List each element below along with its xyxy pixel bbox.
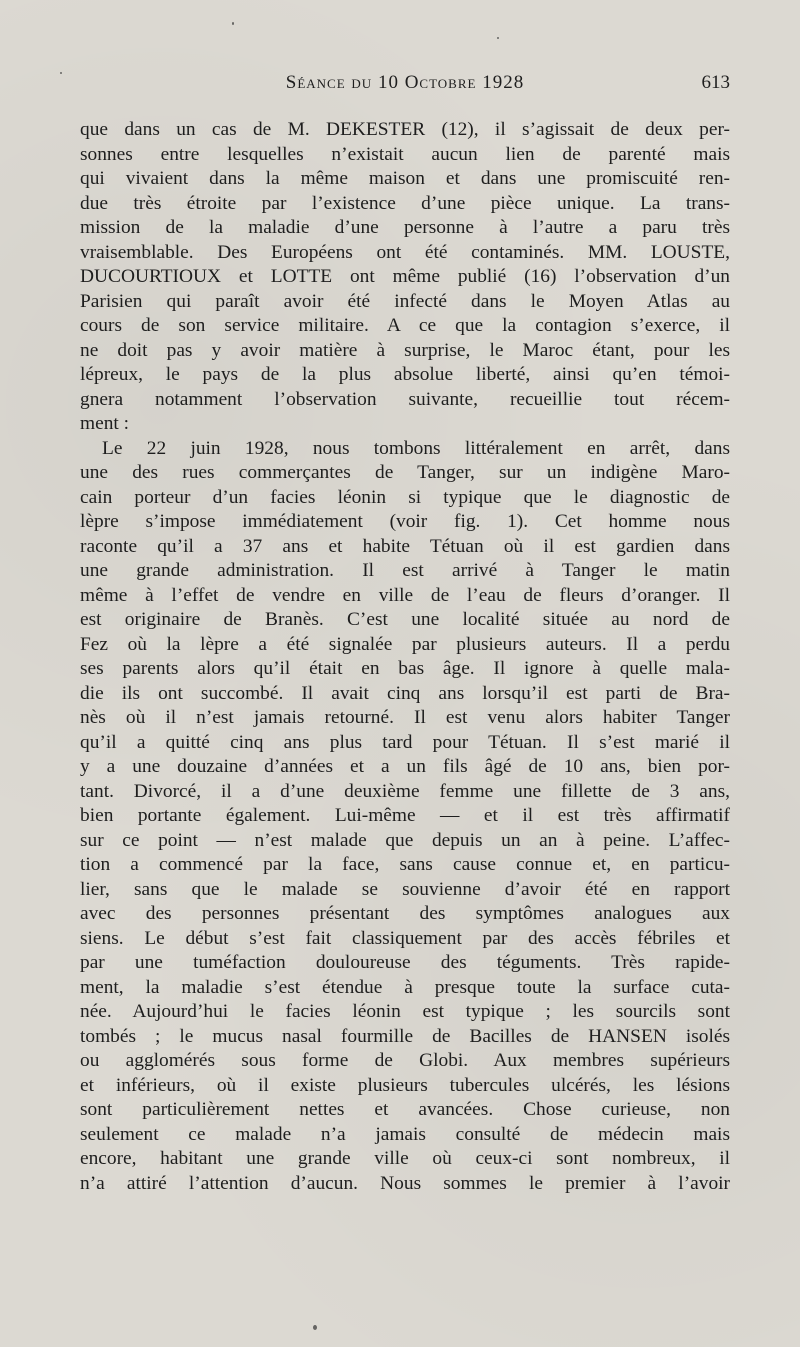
text-line: due très étroite par l’existence d’une pièce unique. La trans- — [80, 192, 730, 214]
text-line: qui vivaient dans la même maison et dans une promiscuité ren- — [80, 168, 730, 189]
text-line: raconte qu’il a 37 ans et habite Tétuan où il est gardien dans — [80, 535, 730, 557]
text-line: ment, la maladie s’est étendue à presque toute la surface cuta- — [80, 976, 730, 998]
text-line: sur ce point — n’est malade que depuis un an à peine. L’affec- — [80, 829, 730, 851]
text-line: une des rues commerçantes de Tanger, sur un indigène Maro- — [80, 462, 730, 483]
text-line: Fez où la lèpre a été signalée par plusieurs auteurs. Il a perdu — [80, 633, 730, 655]
text-line: DUCOURTIOUX et LOTTE ont même publié (16) l’observation d’un — [80, 266, 730, 287]
text-line: qu’il a quitté cinq ans plus tard pour Tétuan. Il s’est marié il — [80, 731, 730, 753]
text-line: même à l’effet de vendre en ville de l’eau de fleurs d’oranger. Il — [80, 584, 730, 606]
text-line: n’a attiré l’attention d’aucun. Nous sommes le premier à l’avoir — [80, 1172, 730, 1194]
text-line: cain porteur d’un facies léonin si typique que le diagnostic de — [80, 486, 730, 508]
text-line: cours de son service militaire. A ce que la contagion s’exerce, il — [80, 315, 730, 336]
paper-speck — [497, 37, 499, 39]
text-line: lier, sans que le malade se souvienne d’avoir été en rapport — [80, 878, 730, 900]
paper-speck — [232, 22, 234, 25]
text-line: née. Aujourd’hui le facies léonin est typique ; les sourcils sont — [80, 1001, 730, 1022]
text-line: est originaire de Branès. C’est une localité située au nord de — [80, 609, 730, 630]
body-text — [80, 118, 730, 1196]
text-line: tombés ; le mucus nasal fourmille de Bacilles de HANSEN isolés — [80, 1025, 730, 1047]
text-line: bien portante également. Lui-même — et il est très affirmatif — [80, 805, 730, 826]
text-line: nès où il n’est jamais retourné. Il est venu alors habiter Tanger — [80, 707, 730, 728]
text-line: y a une douzaine d’années et a un fils âgé de 10 ans, bien por- — [80, 756, 730, 777]
paper-speck — [60, 72, 62, 74]
text-line: seulement ce malade n’a jamais consulté de médecin mais — [80, 1123, 730, 1145]
text-line: siens. Le début s’est fait classiquement par des accès fébriles et — [80, 927, 730, 949]
text-line: Le 22 juin 1928, nous tombons littéralement en arrêt, dans — [102, 437, 730, 459]
text-line: avec des personnes présentant des symptômes analogues aux — [80, 903, 730, 924]
text-line: lépreux, le pays de la plus absolue liberté, ainsi qu’en témoi- — [80, 364, 730, 385]
text-line: mission de la maladie d’une personne à l’autre a paru très — [80, 217, 730, 238]
text-line: Parisien qui paraît avoir été infecté dans le Moyen Atlas au — [80, 290, 730, 312]
text-line: sont particulièrement nettes et avancées. Chose curieuse, non — [80, 1099, 730, 1120]
text-line: par une tuméfaction douloureuse des téguments. Très rapide- — [80, 952, 730, 973]
text-line: tant. Divorcé, il a d’une deuxième femme une fillette de 3 ans, — [80, 780, 730, 802]
paper-speck — [313, 1325, 317, 1330]
running-head — [80, 72, 730, 100]
text-line: lèpre s’impose immédiatement (voir fig. 1). Cet homme nous — [80, 511, 730, 532]
running-title: Séance du 10 Octobre 1928 — [285, 72, 525, 93]
text-line: ou agglomérés sous forme de Globi. Aux membres supérieurs — [80, 1050, 730, 1071]
text-line: die ils ont succombé. Il avait cinq ans lorsqu’il est parti de Bra- — [80, 682, 730, 704]
page-number: 613 — [701, 72, 730, 93]
text-line: et inférieurs, où il existe plusieurs tubercules ulcérés, les lésions — [80, 1074, 730, 1096]
text-line: que dans un cas de M. DEKESTER (12), il s’agissait de deux per- — [80, 119, 730, 140]
text-line: ses parents alors qu’il était en bas âge. Il ignore à quelle mala- — [80, 658, 730, 679]
text-line: ne doit pas y avoir matière à surprise, le Maroc étant, pour les — [80, 339, 730, 361]
text-line: vraisemblable. Des Européens ont été contaminés. MM. LOUSTE, — [80, 241, 730, 263]
text-line: une grande administration. Il est arrivé à Tanger le matin — [80, 560, 730, 581]
text-line: ment : — [80, 413, 130, 434]
text-line: encore, habitant une grande ville où ceux-ci sont nombreux, il — [80, 1148, 730, 1169]
text-line: gnera notamment l’observation suivante, recueillie tout récem- — [80, 388, 730, 410]
text-line: tion a commencé par la face, sans cause connue et, en particu- — [80, 854, 730, 875]
text-line: sonnes entre lesquelles n’existait aucun lien de parenté mais — [80, 143, 730, 165]
